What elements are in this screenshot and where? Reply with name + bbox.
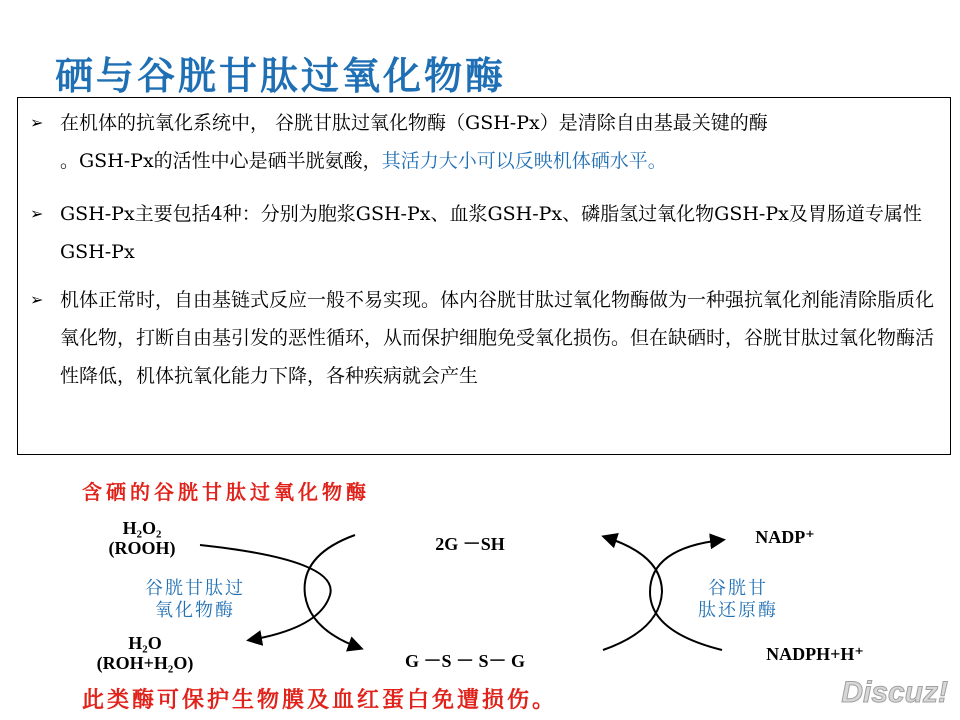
slide-title: 硒与谷胱甘肽过氧化物酶	[55, 54, 507, 98]
gsh-label: 2G －SH	[435, 534, 505, 554]
diagram-heading: 含硒的谷胱甘肽过氧化物酶	[82, 480, 370, 504]
arrow-bullet-icon: ➢	[30, 113, 44, 132]
enzyme-gr-label: 谷胱甘 肽还原酶	[698, 578, 778, 621]
arrow-bullet-icon: ➢	[30, 204, 44, 223]
nadp-label: NADP⁺	[755, 527, 815, 547]
nadph-label: NADPH+H⁺	[766, 644, 864, 664]
right-inner-curve-arrow	[603, 537, 662, 650]
bullet-1-line1: 在机体的抗氧化系统中， 谷胱甘肽过氧化物酶（GSH-Px）是清除自由基最关键的酶	[60, 112, 768, 134]
discuz-watermark-logo: Discuz!	[841, 676, 948, 709]
h2o-label: H₂O (ROH+H₂O)	[96, 633, 194, 673]
bullet-1-line2: 。GSH-Px的活性中心是硒半胱氨酸，	[60, 150, 382, 172]
diagram-footer: 此类酶可保护生物膜及血红蛋白免遭损伤。	[82, 687, 558, 713]
bullet-1-highlight: 其活力大小可以反映机体硒水平。	[381, 150, 667, 172]
gssg-label: G －S － S－ G	[404, 651, 526, 671]
middle-curve-arrow	[305, 535, 360, 648]
h2o2-label: H₂O₂ (ROOH)	[108, 518, 176, 558]
bullet-2-text: GSH-Px主要包括4种：分别为胞浆GSH-Px、血浆GSH-Px、磷脂氢过氧化物GSH-Px及胃肠道专属性GSH-Px	[60, 203, 922, 263]
enzyme-gpx-label: 谷胱甘肽过 氧化物酶	[145, 578, 245, 621]
arrow-bullet-icon: ➢	[30, 290, 44, 309]
bullet-3-text: 机体正常时，自由基链式反应一般不易实现。体内谷胱甘肽过氧化物酶做为一种强抗氧化剂能清除脂质化氧化物，打断自由基引发的恶性循环，从而保护细胞免受氧化损伤。但在缺硒时，谷胱甘肽过氧化物酶活性降低，机体抗氧化能力下降，各种疾病就会产生	[60, 289, 935, 387]
